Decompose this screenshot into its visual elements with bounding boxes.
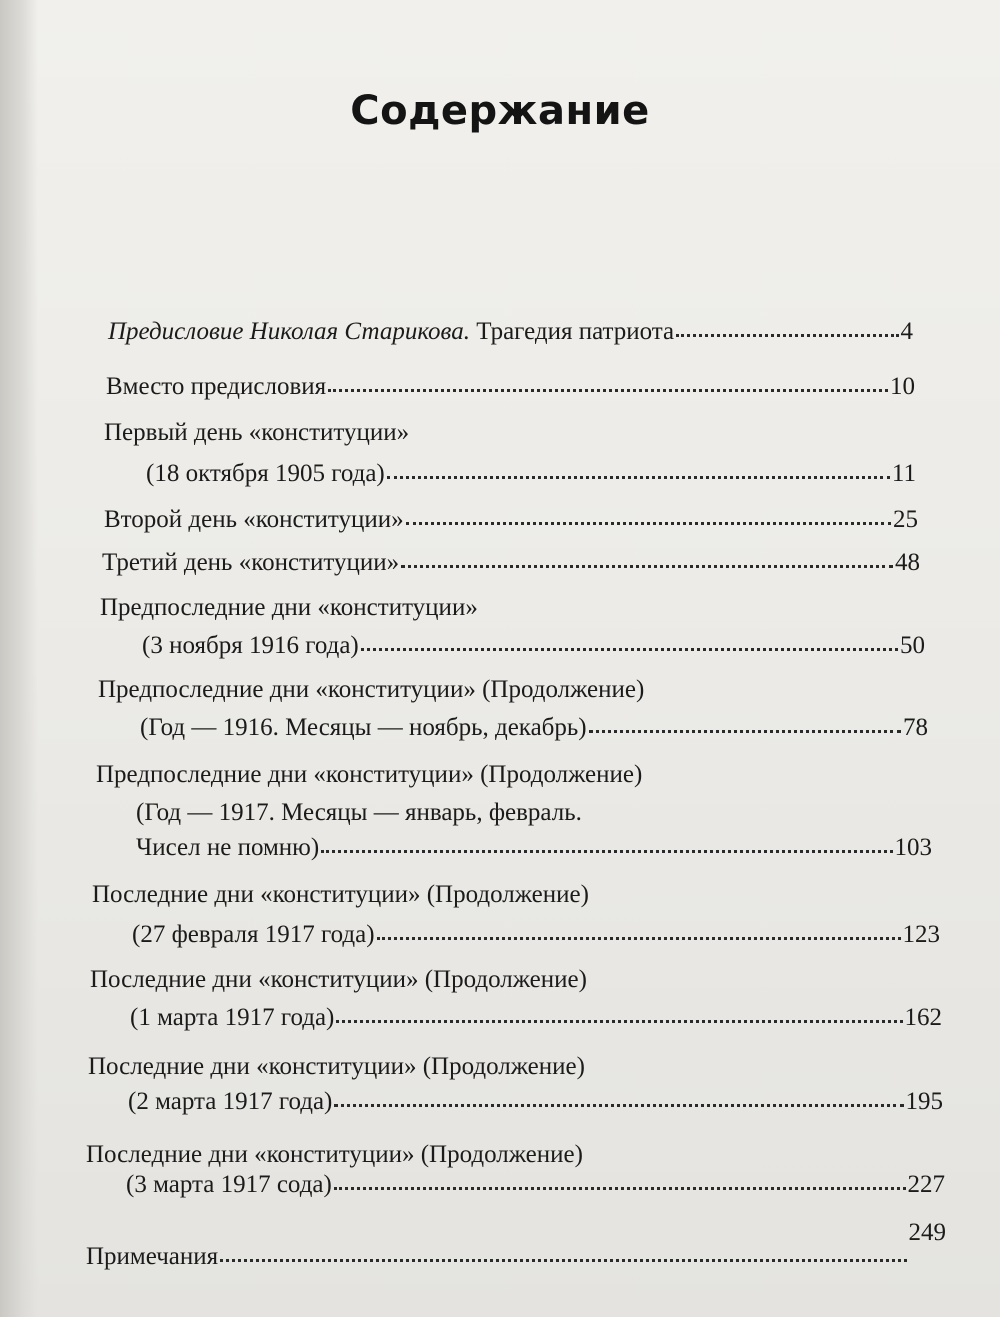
toc-entry-line (106, 372, 915, 402)
toc-entry-line (136, 833, 932, 863)
toc-entry-title: Последние дни «конституции» (Продолжение) (86, 1141, 583, 1168)
toc-entry-title: Последние дни «конституции» (Продолжение) (88, 1053, 585, 1080)
toc-entry-page: 103 (894, 834, 932, 861)
leader-dots (336, 1016, 902, 1023)
toc-entry-page: 48 (895, 549, 920, 576)
toc-entry-page: 162 (904, 1004, 942, 1031)
toc-entry-page: 227 (907, 1171, 945, 1198)
leader-dots (220, 1255, 906, 1262)
toc-entry-line (126, 1170, 945, 1200)
toc-entry-page: 50 (900, 632, 925, 659)
toc-entry-title: Предпоследние дни «конституции» (Продолжение) (96, 761, 643, 788)
toc-entry-line (104, 418, 824, 448)
toc-entry-title: Примечания (86, 1243, 219, 1270)
leader-dots (321, 846, 892, 853)
leader-dots (377, 933, 901, 940)
toc-entry-line (92, 880, 812, 910)
toc-entry-title: Последние дни «конституции» (Продолжение) (92, 881, 589, 908)
toc-entry-page: 4 (900, 318, 913, 345)
toc-entry-author: Предисловие Николая Старикова. (108, 318, 470, 345)
toc-entry-subtitle: (1 марта 1917 года) (130, 1004, 335, 1031)
toc-entry-title: Первый день «конституции» (104, 419, 410, 446)
toc-entry-line (140, 713, 928, 743)
toc-entry-line (104, 505, 918, 535)
toc-entry-page: 11 (891, 460, 916, 487)
toc-entry-page: 25 (893, 506, 918, 533)
toc-entry-line (146, 459, 916, 489)
leader-dots (589, 726, 901, 733)
toc-entry-title: Второй день «конституции» (104, 506, 404, 533)
toc-entry-title: Третий день «конституции» (102, 549, 400, 576)
toc-entry-line (96, 760, 816, 790)
toc-entry-page: 123 (902, 921, 940, 948)
toc-entry-subtitle: (3 ноября 1916 года) (142, 632, 359, 659)
toc-entry-title: Предпоследние дни «конституции» (Продолжение) (98, 676, 645, 703)
toc-entry-subtitle: (27 февраля 1917 года) (132, 921, 375, 948)
toc-entry-line (86, 1140, 806, 1170)
toc-entry-page: 195 (905, 1088, 943, 1115)
page-title: Содержание (350, 88, 650, 134)
leader-dots (401, 561, 893, 568)
leader-dots (361, 644, 898, 651)
toc-entry-line (142, 631, 925, 661)
toc-entry-subtitle: Чисел не помню) (136, 834, 320, 861)
leader-dots (334, 1183, 906, 1190)
toc-entry-subtitle: (Год — 1917. Месяцы — январь, февраль. (136, 799, 582, 826)
toc-entry-line (108, 317, 913, 347)
toc-entry-line (130, 1003, 942, 1033)
toc-entry-line (128, 1087, 943, 1117)
toc-entry-subtitle: (2 марта 1917 года) (128, 1088, 333, 1115)
toc-entry-title: Последние дни «конституции» (Продолжение) (90, 966, 587, 993)
leader-dots (387, 472, 890, 479)
leader-dots (334, 1100, 903, 1107)
leader-dots (328, 385, 888, 392)
toc-entry-line (136, 798, 836, 828)
toc-entry-title: Предпоследние дни «конституции» (100, 594, 478, 621)
toc-entry-line (88, 1052, 808, 1082)
toc-entry-page: 10 (890, 373, 915, 400)
toc-entry-line (98, 675, 818, 705)
toc-entry-subtitle: (3 марта 1917 сода) (126, 1171, 332, 1198)
toc-entry-page: 249 (908, 1219, 946, 1246)
toc-entry-title: Вместо предисловия (106, 373, 327, 400)
leader-dots (676, 330, 898, 337)
toc-entry-line (90, 965, 810, 995)
toc-entry-title: Трагедия патриота (470, 318, 675, 345)
toc-entry-line (132, 920, 940, 950)
toc-entry-page: 78 (903, 714, 928, 741)
toc-entry-subtitle: (Год — 1916. Месяцы — ноябрь, декабрь) (140, 714, 587, 741)
toc-entry-line (102, 548, 920, 578)
toc-entry-line (86, 1218, 946, 1270)
leader-dots (406, 518, 891, 525)
toc-entry-line (100, 593, 820, 623)
toc-entry-subtitle: (18 октября 1905 года) (146, 460, 385, 487)
